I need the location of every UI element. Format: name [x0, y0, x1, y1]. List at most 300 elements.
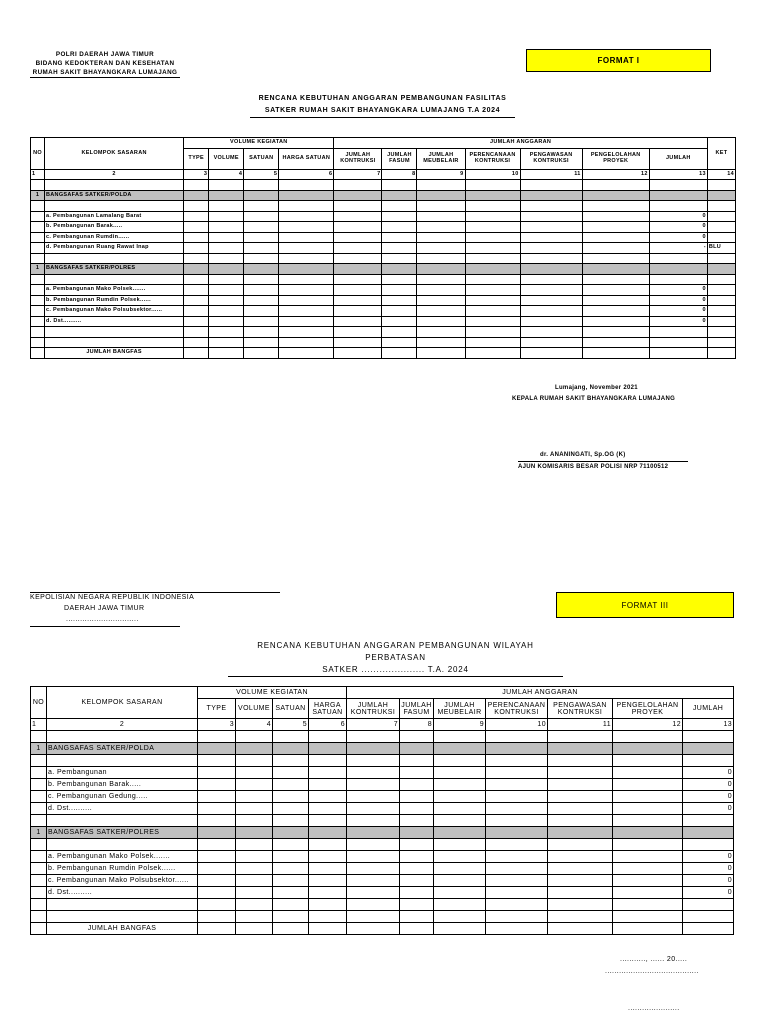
item-ket — [707, 295, 735, 306]
table-cell — [434, 779, 486, 791]
table-cell — [548, 923, 613, 935]
table-cell — [434, 839, 486, 851]
table-cell — [417, 222, 465, 233]
table-cell — [520, 211, 582, 222]
table-cell — [400, 815, 434, 827]
table-row — [31, 815, 734, 827]
table-cell — [347, 815, 400, 827]
group-row — [31, 190, 736, 201]
table-cell — [236, 863, 273, 875]
doc1-col-number: 4 — [209, 169, 244, 180]
group-label: BANGSAFAS SATKER/POLDA — [47, 743, 198, 755]
table-cell — [582, 222, 649, 233]
table-cell — [465, 243, 520, 254]
doc2-col-number: 8 — [400, 719, 434, 731]
doc2-col-number: 7 — [347, 719, 400, 731]
table-cell — [47, 911, 198, 923]
table-cell — [309, 803, 347, 815]
doc1-th-jumlah-kontruksi: JUMLAH KONTRUKSI — [334, 148, 382, 169]
table-cell — [548, 779, 613, 791]
table-cell — [309, 923, 347, 935]
table-row — [31, 201, 736, 212]
table-cell — [382, 232, 417, 243]
item-label: a. Pembangunan Mako Polsek....... — [47, 851, 198, 863]
table-cell — [236, 803, 273, 815]
table-cell — [334, 180, 382, 191]
table-cell — [184, 327, 209, 338]
table-cell — [486, 875, 548, 887]
table-cell — [417, 253, 465, 264]
item-jumlah: - — [649, 243, 707, 254]
table-cell — [273, 887, 309, 899]
table-cell — [683, 815, 734, 827]
table-cell — [209, 243, 244, 254]
table-cell — [382, 295, 417, 306]
table-cell — [184, 348, 209, 359]
doc1-col-number: 1 — [31, 169, 45, 180]
doc1-title-line-1: RENCANA KEBUTUHAN ANGGARAN PEMBANGUNAN FASILITAS — [258, 95, 507, 102]
table-cell — [347, 851, 400, 863]
table-cell — [209, 232, 244, 243]
table-row — [31, 911, 734, 923]
doc1-table-body — [31, 180, 736, 359]
doc1-th-harga-satuan: HARGA SATUAN — [279, 148, 334, 169]
table-cell — [31, 767, 47, 779]
table-cell — [417, 201, 465, 212]
table-cell — [31, 295, 45, 306]
table-row — [31, 180, 736, 191]
table-cell — [236, 899, 273, 911]
table-cell — [47, 815, 198, 827]
doc2-th-jumlah-fasum: JUMLAH FASUM — [400, 699, 434, 719]
table-cell — [279, 201, 334, 212]
table-cell — [434, 827, 486, 839]
item-label: d. Pembangunan Ruang Rawat Inap — [45, 243, 184, 254]
table-cell — [236, 743, 273, 755]
table-cell — [184, 211, 209, 222]
table-cell — [347, 731, 400, 743]
group-no: 1 — [31, 264, 45, 275]
table-cell — [334, 285, 382, 296]
doc1-org-line-3: RUMAH SAKIT BHAYANGKARA LUMAJANG — [30, 68, 180, 78]
item-label: c. Pembangunan Mako Polsubsektor...... — [45, 306, 184, 317]
table-cell — [236, 815, 273, 827]
item-row — [31, 211, 736, 222]
table-cell — [520, 337, 582, 348]
table-cell — [486, 839, 548, 851]
table-cell — [273, 791, 309, 803]
table-cell — [198, 731, 236, 743]
item-row — [31, 285, 736, 296]
item-ket — [707, 285, 735, 296]
doc2-th-no: NO — [31, 687, 47, 719]
doc2-col-number: 6 — [309, 719, 347, 731]
table-cell — [45, 337, 184, 348]
table-cell — [309, 755, 347, 767]
table-cell — [520, 243, 582, 254]
doc2-th-perencanaan: PERENCANAAN KONTRUKSI — [486, 699, 548, 719]
doc2-th-type: TYPE — [198, 699, 236, 719]
item-jumlah: 0 — [649, 222, 707, 233]
table-cell — [520, 306, 582, 317]
doc1-th-jumlah: JUMLAH — [649, 148, 707, 169]
table-cell — [309, 827, 347, 839]
table-cell — [400, 755, 434, 767]
table-cell — [582, 232, 649, 243]
item-jumlah: 0 — [649, 232, 707, 243]
table-cell — [273, 911, 309, 923]
table-cell — [613, 863, 683, 875]
table-cell — [520, 232, 582, 243]
doc1-th-type: TYPE — [184, 148, 209, 169]
table-cell — [236, 851, 273, 863]
table-cell — [279, 243, 334, 254]
table-cell — [31, 274, 45, 285]
item-label: b. Pembangunan Rumdin Polsek...... — [47, 863, 198, 875]
table-cell — [273, 851, 309, 863]
group-no: 1 — [31, 827, 47, 839]
table-cell — [244, 264, 279, 275]
table-cell — [273, 755, 309, 767]
table-cell — [244, 243, 279, 254]
doc1-col-number: 3 — [184, 169, 209, 180]
table-cell — [649, 274, 707, 285]
table-cell — [198, 779, 236, 791]
doc2-th-jumlah-meubelair: JUMLAH MEUBELAIR — [434, 699, 486, 719]
item-jumlah: 0 — [683, 863, 734, 875]
table-cell — [649, 327, 707, 338]
table-cell — [236, 767, 273, 779]
table-cell — [548, 791, 613, 803]
table-cell — [347, 911, 400, 923]
table-cell — [198, 863, 236, 875]
item-row — [31, 791, 734, 803]
table-cell — [613, 731, 683, 743]
doc1-th-volume-kegiatan: VOLUME KEGIATAN — [184, 138, 334, 149]
table-cell — [31, 791, 47, 803]
table-cell — [45, 327, 184, 338]
table-cell — [244, 285, 279, 296]
table-cell — [582, 306, 649, 317]
table-cell — [279, 264, 334, 275]
table-cell — [486, 827, 548, 839]
table-cell — [273, 815, 309, 827]
item-label: b. Pembangunan Barak..... — [47, 779, 198, 791]
table-cell — [31, 887, 47, 899]
table-cell — [417, 232, 465, 243]
item-row — [31, 803, 734, 815]
table-cell — [417, 316, 465, 327]
doc1-th-jumlah-fasum: JUMLAH FASUM — [382, 148, 417, 169]
table-cell — [417, 295, 465, 306]
group-label: BANGSAFAS SATKER/POLRES — [45, 264, 184, 275]
table-cell — [31, 337, 45, 348]
item-jumlah: 0 — [649, 316, 707, 327]
table-cell — [683, 827, 734, 839]
table-cell — [707, 253, 735, 264]
item-row — [31, 779, 734, 791]
table-cell — [309, 779, 347, 791]
doc1-position: KEPALA RUMAH SAKIT BHAYANGKARA LUMAJANG — [512, 396, 676, 402]
item-ket — [707, 232, 735, 243]
table-cell — [417, 348, 465, 359]
doc1-title — [250, 93, 515, 118]
table-cell — [486, 743, 548, 755]
table-cell — [486, 767, 548, 779]
doc1-org-header — [30, 50, 180, 78]
item-label: d. Dst.......... — [45, 316, 184, 327]
table-cell — [31, 815, 47, 827]
group-row — [31, 743, 734, 755]
table-cell — [198, 767, 236, 779]
table-cell — [548, 899, 613, 911]
table-cell — [465, 316, 520, 327]
doc1-th-jumlah-meubelair: JUMLAH MEUBELAIR — [417, 148, 465, 169]
doc1-col-number: 8 — [382, 169, 417, 180]
table-cell — [465, 306, 520, 317]
table-cell — [244, 348, 279, 359]
table-cell — [244, 295, 279, 306]
table-row — [31, 731, 734, 743]
table-cell — [347, 755, 400, 767]
table-cell — [31, 211, 45, 222]
item-jumlah: 0 — [683, 887, 734, 899]
table-cell — [334, 232, 382, 243]
table-cell — [613, 899, 683, 911]
table-cell — [582, 274, 649, 285]
table-cell — [465, 348, 520, 359]
table-cell — [400, 875, 434, 887]
table-cell — [465, 232, 520, 243]
table-cell — [184, 222, 209, 233]
table-cell — [400, 911, 434, 923]
table-cell — [465, 253, 520, 264]
table-cell — [244, 274, 279, 285]
table-cell — [613, 923, 683, 935]
table-cell — [465, 295, 520, 306]
table-cell — [244, 222, 279, 233]
table-cell — [417, 211, 465, 222]
item-jumlah: 0 — [683, 779, 734, 791]
table-cell — [31, 306, 45, 317]
doc2-th-satuan: SATUAN — [273, 699, 309, 719]
table-cell — [31, 180, 45, 191]
item-jumlah: 0 — [649, 306, 707, 317]
table-row — [31, 899, 734, 911]
table-cell — [209, 201, 244, 212]
table-cell — [244, 201, 279, 212]
doc2-col-number: 3 — [198, 719, 236, 731]
table-cell — [400, 791, 434, 803]
table-cell — [520, 264, 582, 275]
item-ket — [707, 306, 735, 317]
item-jumlah: 0 — [683, 791, 734, 803]
table-cell — [244, 253, 279, 264]
table-cell — [434, 851, 486, 863]
table-cell — [347, 767, 400, 779]
table-cell — [31, 285, 45, 296]
table-cell — [417, 190, 465, 201]
table-cell — [184, 285, 209, 296]
item-row — [31, 222, 736, 233]
group-row — [31, 827, 734, 839]
item-row — [31, 851, 734, 863]
table-cell — [582, 348, 649, 359]
doc2-name-dots: ...................... — [628, 1005, 680, 1012]
table-cell — [198, 791, 236, 803]
table-cell — [582, 327, 649, 338]
table-cell — [184, 274, 209, 285]
table-cell — [236, 755, 273, 767]
table-cell — [31, 222, 45, 233]
table-cell — [198, 923, 236, 935]
table-cell — [184, 295, 209, 306]
table-cell — [273, 767, 309, 779]
table-cell — [309, 851, 347, 863]
table-cell — [273, 731, 309, 743]
table-cell — [382, 327, 417, 338]
table-cell — [707, 337, 735, 348]
item-jumlah: 0 — [683, 767, 734, 779]
table-cell — [198, 911, 236, 923]
table-cell — [548, 815, 613, 827]
table-cell — [465, 274, 520, 285]
item-row — [31, 232, 736, 243]
item-label: c. Pembangunan Rumdin...... — [45, 232, 184, 243]
table-cell — [347, 827, 400, 839]
table-cell — [45, 274, 184, 285]
total-label: JUMLAH BANGFAS — [47, 923, 198, 935]
doc2-title-line-2: SATKER ..................... T.A. 2024 — [228, 664, 563, 677]
table-cell — [382, 274, 417, 285]
item-ket — [707, 222, 735, 233]
table-cell — [400, 731, 434, 743]
table-cell — [613, 851, 683, 863]
table-cell — [486, 731, 548, 743]
table-cell — [45, 180, 184, 191]
table-cell — [279, 327, 334, 338]
table-cell — [347, 791, 400, 803]
table-cell — [486, 791, 548, 803]
table-cell — [47, 731, 198, 743]
doc2-col-number: 1 — [31, 719, 47, 731]
table-cell — [465, 201, 520, 212]
table-cell — [309, 791, 347, 803]
table-cell — [309, 839, 347, 851]
table-cell — [273, 875, 309, 887]
table-cell — [347, 875, 400, 887]
doc1-col-number: 2 — [45, 169, 184, 180]
total-row — [31, 923, 734, 935]
item-ket — [707, 316, 735, 327]
table-cell — [434, 743, 486, 755]
doc2-number-row — [31, 719, 734, 731]
table-cell — [417, 264, 465, 275]
table-cell — [382, 243, 417, 254]
item-row — [31, 875, 734, 887]
table-cell — [465, 337, 520, 348]
table-cell — [209, 180, 244, 191]
group-row — [31, 264, 736, 275]
table-cell — [334, 327, 382, 338]
doc1-title-line-2: SATKER RUMAH SAKIT BHAYANGKARA LUMAJANG T.A 2024 — [250, 105, 515, 118]
table-row — [31, 253, 736, 264]
doc2-col-number: 9 — [434, 719, 486, 731]
table-cell — [279, 306, 334, 317]
table-cell — [683, 839, 734, 851]
doc2-table-body — [31, 731, 734, 935]
table-cell — [309, 743, 347, 755]
table-cell — [209, 306, 244, 317]
table-cell — [400, 803, 434, 815]
doc2-org-line-2: DAERAH JAWA TIMUR — [64, 605, 145, 612]
item-row — [31, 316, 736, 327]
table-cell — [273, 779, 309, 791]
item-jumlah: 0 — [649, 211, 707, 222]
table-cell — [382, 316, 417, 327]
table-cell — [209, 285, 244, 296]
table-cell — [649, 180, 707, 191]
table-cell — [31, 253, 45, 264]
doc1-col-number: 14 — [707, 169, 735, 180]
doc2-col-number: 10 — [486, 719, 548, 731]
table-row — [31, 274, 736, 285]
table-cell — [236, 731, 273, 743]
table-cell — [613, 755, 683, 767]
doc1-org-line-2: BIDANG KEDOKTERAN DAN KESEHATAN — [35, 60, 175, 67]
table-cell — [236, 827, 273, 839]
item-jumlah: 0 — [683, 803, 734, 815]
table-cell — [273, 923, 309, 935]
table-cell — [382, 306, 417, 317]
table-cell — [184, 243, 209, 254]
doc2-th-kelompok: KELOMPOK SASARAN — [47, 687, 198, 719]
table-cell — [520, 201, 582, 212]
table-cell — [198, 851, 236, 863]
item-label: d. Dst.......... — [47, 887, 198, 899]
table-cell — [486, 755, 548, 767]
table-cell — [707, 264, 735, 275]
doc2-th-volume-kegiatan: VOLUME KEGIATAN — [198, 687, 347, 699]
doc2-th-pengawasan: PENGAWASAN KONTRUKSI — [548, 699, 613, 719]
table-cell — [613, 887, 683, 899]
table-cell — [184, 306, 209, 317]
item-row — [31, 887, 734, 899]
table-cell — [434, 815, 486, 827]
table-cell — [434, 923, 486, 935]
table-cell — [184, 180, 209, 191]
doc1-col-number: 5 — [244, 169, 279, 180]
table-cell — [707, 348, 735, 359]
group-label: BANGSAFAS SATKER/POLDA — [45, 190, 184, 201]
doc1-th-pengawasan: PENGAWASAN KONTRUKSI — [520, 148, 582, 169]
table-cell — [309, 863, 347, 875]
table-cell — [613, 815, 683, 827]
table-cell — [548, 731, 613, 743]
table-cell — [198, 755, 236, 767]
doc1-th-no: NO — [31, 138, 45, 170]
table-cell — [198, 875, 236, 887]
table-cell — [382, 222, 417, 233]
table-cell — [465, 285, 520, 296]
table-cell — [244, 190, 279, 201]
table-cell — [582, 285, 649, 296]
table-cell — [309, 899, 347, 911]
doc1-place-date: Lumajang, November 2021 — [555, 385, 638, 391]
item-jumlah: 0 — [649, 285, 707, 296]
table-cell — [520, 327, 582, 338]
table-cell — [582, 180, 649, 191]
